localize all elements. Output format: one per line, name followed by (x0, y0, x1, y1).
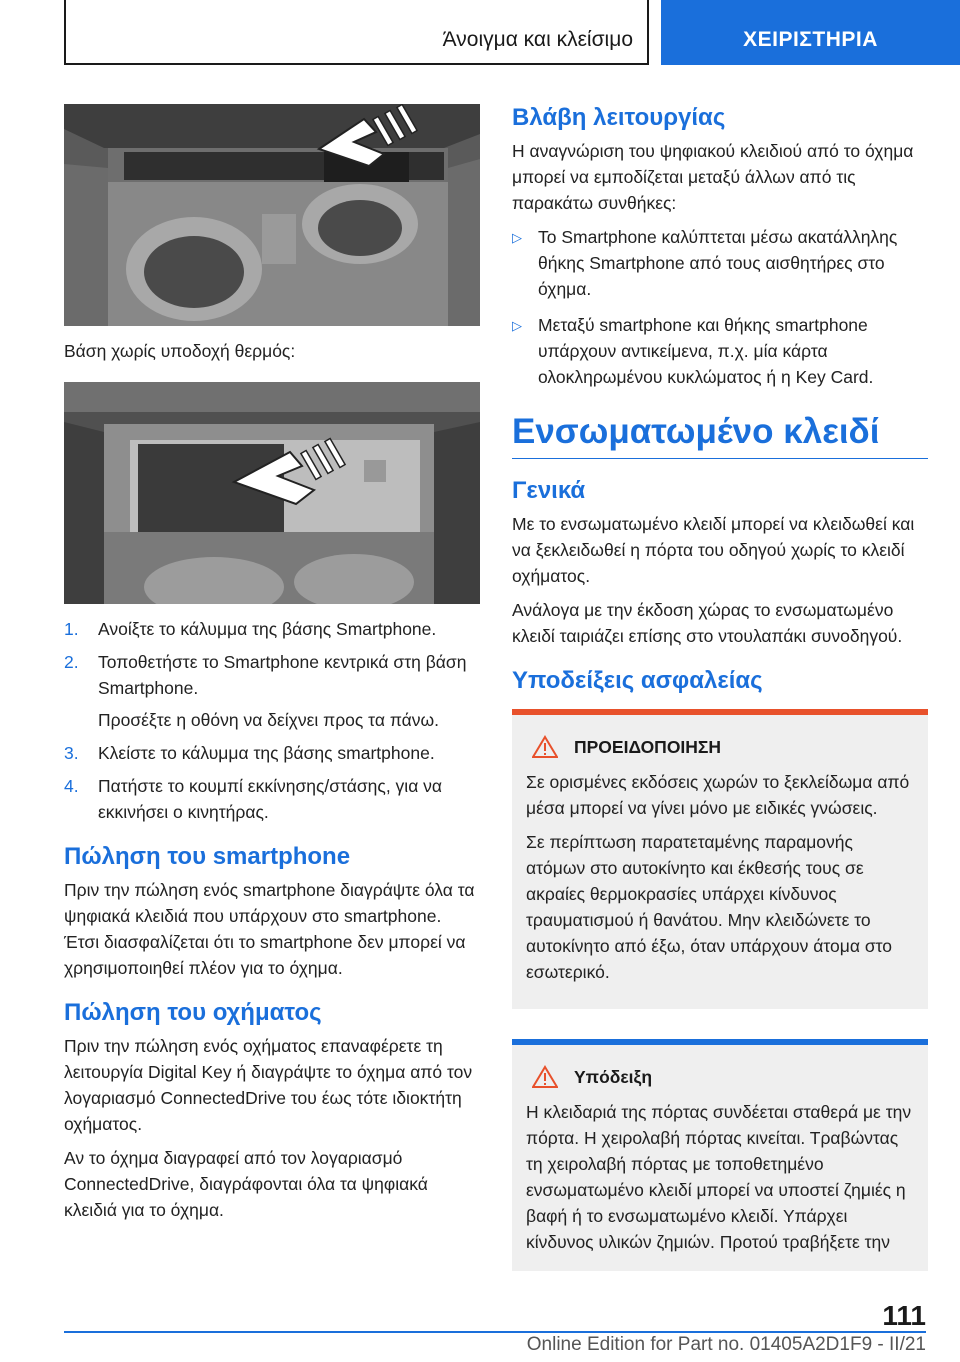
footer-divider (64, 1331, 926, 1333)
footer-edition: Online Edition for Part no. 01405A2D1F9 - II/21 (526, 1334, 926, 1355)
step-item (64, 616, 480, 642)
warning-triangle-icon (532, 735, 558, 759)
header-chapter-title: ΧΕΙΡΙΣΤΗΡΙΑ (743, 28, 878, 51)
steps-list (64, 616, 480, 825)
warning-label: ΠΡΟΕΙΔΟΠΟΙΗΣΗ (574, 736, 722, 757)
malfunction-heading: Βλάβη λειτουργίας (512, 104, 726, 131)
sale-vehicle-heading: Πώληση του οχήματος (64, 999, 322, 1026)
integrated-key-heading: Ενσωματωμένο κλειδί (512, 412, 928, 459)
step-item (64, 740, 480, 766)
note-box (512, 1039, 928, 1271)
general-text: Με το ενσωματωμένο κλειδί μπορεί να κλειδωθεί και να ξεκλειδωθεί η πόρτα του οδηγού χωρίς το κλειδί οχήματος. (512, 514, 915, 586)
malfunction-text: Η αναγνώριση του ψηφιακού κλειδιού από το όχημα μπορεί να εμποδίζεται μεταξύ άλλων από τις παρακάτω συνθήκες: (512, 141, 914, 213)
triangle-bullet-icon: ▷ (512, 230, 522, 245)
step-number: 2. (64, 652, 79, 672)
triangle-bullet-icon: ▷ (512, 318, 522, 333)
list-item (512, 224, 928, 302)
page-number: 111 (882, 1300, 926, 1331)
safety-heading: Υποδείξεις ασφαλείας (512, 667, 763, 694)
list-item-text: Μεταξύ smartphone και θήκης smartphone υπάρχουν αντικείμενα, π.χ. μία κάρτα ολοκληρωμένου κυκλώματος ή η Key Card. (538, 315, 874, 387)
header-chapter-tab (661, 0, 960, 65)
warning-box (512, 709, 928, 1009)
warning-text: Σε ορισμένες εκδόσεις χωρών το ξεκλείδωμα από μέσα μπορεί να γίνει μόνο με ειδικές γνώσεις. (526, 772, 910, 818)
general-text: Ανάλογα με την έκδοση χώρας το ενσωματωμένο κλειδί ταιριάζει επίσης στο ντουλαπάκι συνοδηγού. (512, 600, 903, 646)
warning-text: Σε περίπτωση παρατεταμένης παραμονής ατόμων στο αυτοκίνητο και έκθεσής τους σε ακραίες θερμοκρασίες υπάρχει κίνδυνος τραυματισμού ή θανάτου. Μην κλειδώνετε το αυτοκίνητο από έξω, όταν υπάρχουν άτομα στο εσωτερικό. (526, 832, 893, 982)
right-column (512, 104, 928, 1271)
header-section-tab (64, 0, 649, 65)
photo-phone-tray (64, 382, 480, 604)
step-text: Τοποθετήστε το Smartphone κεντρικά στη βάση Smartphone. (98, 652, 467, 698)
sale-vehicle-text: Πριν την πώληση ενός οχήματος επαναφέρετε τη λειτουργία Digital Key ή διαγράψτε το όχημα από τον λογαριασμό ConnectedDrive του έως τότε ιδιοκτήτη οχήματος. (64, 1036, 473, 1134)
photo-caption: Βάση χωρίς υποδοχή θερμός: (64, 341, 296, 361)
step-note: Προσέξτε η οθόνη να δείχνει προς τα πάνω. (98, 710, 440, 730)
step-item (64, 649, 480, 733)
left-column (64, 104, 480, 1231)
malfunction-list (512, 224, 928, 390)
step-text: Κλείστε το κάλυμμα της βάσης smartphone. (98, 743, 435, 763)
step-text: Πατήστε το κουμπί εκκίνησης/στάσης, για να εκκινήσει ο κινητήρας. (98, 776, 443, 822)
step-item (64, 773, 480, 825)
photo-phone-tray-thermos (64, 104, 480, 326)
header-section-title: Άνοιγμα και κλείσιμο (442, 28, 633, 51)
warning-triangle-icon (532, 1065, 558, 1089)
sale-phone-text: Πριν την πώληση ενός smartphone διαγράψτε όλα τα ψηφιακά κλειδιά που υπάρχουν στο smartphone. Έτσι διασφαλίζεται ότι το smartphone δεν μπορεί να χρησιμοποιηθεί πλέον για το όχημα. (64, 880, 475, 978)
step-number: 1. (64, 619, 79, 639)
note-text: Η κλειδαριά της πόρτας συνδέεται σταθερά με την πόρτα. Η χειρολαβή πόρτας κινείται. Τραβώντας τη χειρολαβή πόρτας με τοποθετημένο ενσωματωμένο κλειδί μπορεί να υποστεί ζημιές η βαφή ή το ενσωματωμένο κλειδί. Υπάρχει κίνδυνος υλικών ζημιών. Προτού τραβήξετε την (526, 1102, 912, 1252)
list-item (512, 312, 928, 390)
list-item-text: Το Smartphone καλύπτεται μέσω ακατάλληλης θήκης Smartphone από τους αισθητήρες στο όχημα. (538, 227, 898, 299)
sale-vehicle-text: Αν το όχημα διαγραφεί από τον λογαριασμό ConnectedDrive, διαγράφονται όλα τα ψηφιακά κλειδιά για το όχημα. (64, 1148, 428, 1220)
general-heading: Γενικά (512, 477, 586, 504)
sale-phone-heading: Πώληση του smartphone (64, 843, 351, 870)
step-number: 4. (64, 776, 79, 796)
note-label: Υπόδειξη (574, 1066, 653, 1087)
step-number: 3. (64, 743, 79, 763)
step-text: Ανοίξτε το κάλυμμα της βάσης Smartphone. (98, 619, 437, 639)
